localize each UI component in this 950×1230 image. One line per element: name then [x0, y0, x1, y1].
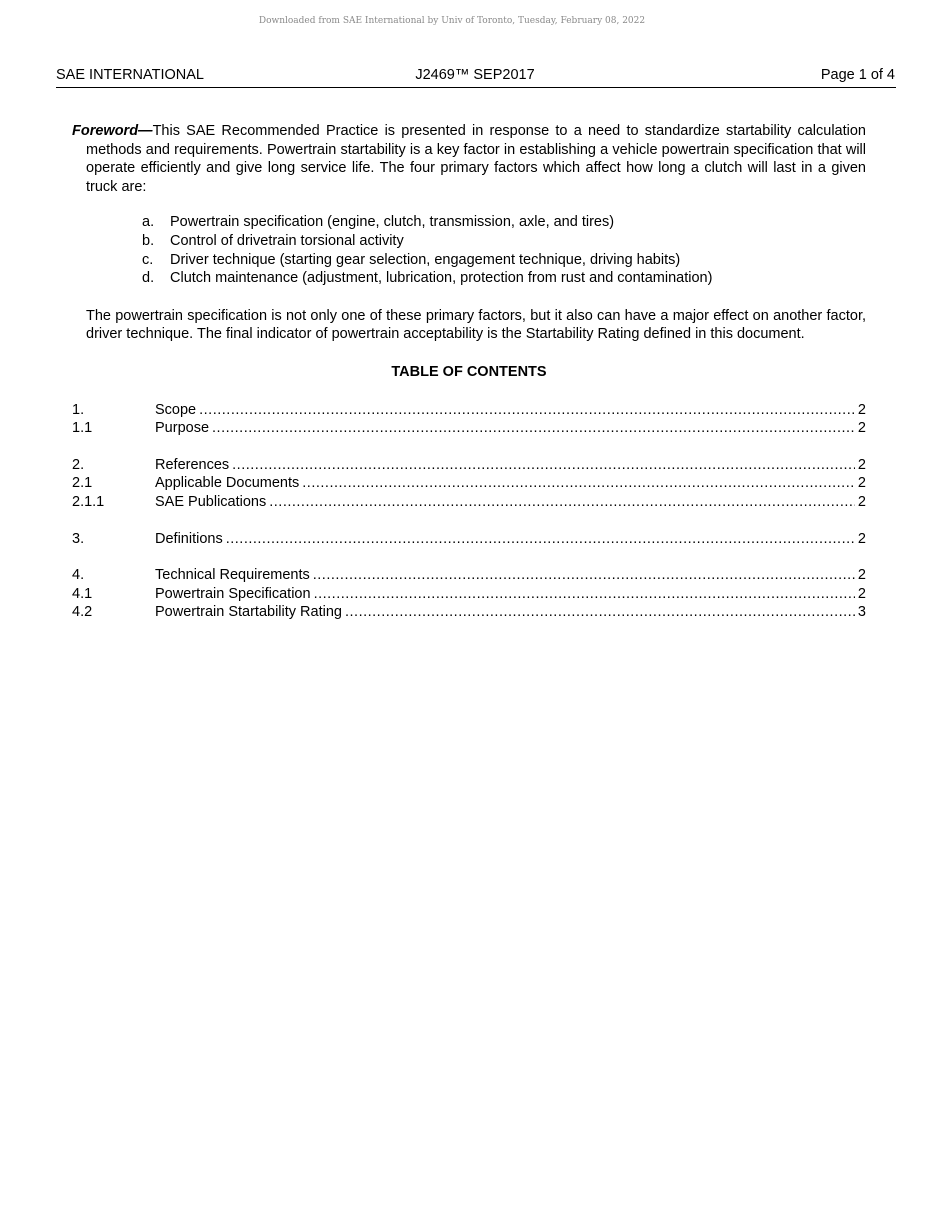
toc-group: [72, 456, 866, 512]
header-page-number: Page 1 of 4: [820, 67, 895, 83]
toc-entry-label: Powertrain Specification: [155, 585, 311, 602]
list-item-text: Clutch maintenance (adjustment, lubrication, protection from rust and contamination): [170, 270, 713, 287]
toc-entry[interactable]: [72, 493, 866, 512]
list-item: [142, 251, 866, 270]
toc-entry[interactable]: [72, 530, 866, 549]
list-item: [142, 232, 866, 251]
toc-leader-dots: [199, 401, 855, 420]
toc-entry-label: References: [155, 456, 230, 473]
toc-entry-number: 2.1.1: [72, 493, 105, 510]
toc-entry-page: 2: [857, 585, 866, 602]
toc-leader-dots: [302, 474, 855, 493]
foreword-text: This SAE Recommended Practice is presented in response to a need to standardize startability calculation methods and requirements. Powertrain startability is a key factor in establishing a vehicle powertrain specification that will operate efficiently and give long service life. The four primary factors which affect how long a clutch will last in a given truck are:: [86, 123, 866, 195]
toc-leader-dots: [212, 419, 855, 438]
list-item-text: Driver technique (starting gear selection, engagement technique, driving habits): [170, 251, 681, 268]
toc-entry-number: 4.1: [72, 585, 93, 602]
toc-entry-number: 2.: [72, 456, 85, 473]
toc-entry[interactable]: [72, 456, 866, 475]
toc-entry-label: Technical Requirements: [155, 567, 310, 584]
toc-entry[interactable]: [72, 401, 866, 420]
toc-entry-number: 2.1: [72, 475, 93, 492]
toc-entry-page: 2: [857, 456, 866, 473]
toc-entry-page: 2: [857, 420, 866, 437]
foreword-lead: Foreword—: [72, 123, 153, 139]
list-item-text: Powertrain specification (engine, clutch, transmission, axle, and tires): [170, 214, 615, 231]
toc-entry[interactable]: [72, 419, 866, 438]
toc-entry-label: SAE Publications: [155, 493, 267, 510]
list-marker: c.: [142, 251, 154, 268]
toc-group: [72, 530, 866, 549]
list-item-text: Control of drivetrain torsional activity: [170, 232, 404, 249]
toc-entry-number: 3.: [72, 530, 85, 547]
list-marker: d.: [142, 270, 155, 287]
toc-title: TABLE OF CONTENTS: [391, 363, 547, 380]
toc-leader-dots: [345, 603, 855, 622]
list-item: [142, 269, 866, 288]
download-watermark: Downloaded from SAE International by Univ of Toronto, Tuesday, February 08, 2022: [258, 16, 646, 26]
page-content: [72, 122, 866, 640]
toc-entry-page: 2: [857, 567, 866, 584]
header-doc-id: J2469™ SEP2017: [415, 67, 535, 83]
toc-entry-label: Applicable Documents: [155, 475, 300, 492]
toc-entry[interactable]: [72, 585, 866, 604]
toc-entry-number: 4.: [72, 567, 85, 584]
toc-entry-label: Definitions: [155, 530, 223, 547]
toc-entry[interactable]: [72, 566, 866, 585]
toc-entry-number: 1.1: [72, 420, 93, 437]
toc-leader-dots: [313, 566, 855, 585]
toc-entry-label: Scope: [155, 401, 197, 418]
toc-leader-dots: [269, 493, 855, 512]
toc-entry-label: Purpose: [155, 420, 210, 437]
page-header: [56, 67, 896, 88]
toc-entry[interactable]: [72, 603, 866, 622]
toc-entry-page: 3: [857, 604, 866, 621]
toc-entry-page: 2: [857, 401, 866, 418]
toc-entry-number: 4.2: [72, 604, 93, 621]
list-marker: a.: [142, 214, 155, 231]
toc-entry-number: 1.: [72, 401, 85, 418]
table-of-contents: [72, 401, 866, 622]
toc-leader-dots: [226, 530, 855, 549]
toc-group: [72, 401, 866, 438]
toc-entry-page: 2: [857, 475, 866, 492]
toc-entry[interactable]: [72, 474, 866, 493]
toc-entry-page: 2: [857, 493, 866, 510]
toc-entry-label: Powertrain Startability Rating: [155, 604, 342, 621]
toc-entry-page: 2: [857, 530, 866, 547]
list-marker: b.: [142, 232, 155, 249]
list-item: [142, 213, 866, 232]
foreword-paragraph: [72, 122, 866, 196]
toc-group: [72, 566, 866, 622]
closing-paragraph: The powertrain specification is not only one of these primary factors, but it also can have a major effect on another factor, driver technique. The final indicator of powertrain acceptability is the Startability Rating defined in this document.: [86, 307, 866, 343]
toc-leader-dots: [232, 456, 855, 475]
factor-list: [142, 213, 866, 287]
toc-leader-dots: [314, 585, 855, 604]
header-org: SAE INTERNATIONAL: [56, 67, 204, 83]
